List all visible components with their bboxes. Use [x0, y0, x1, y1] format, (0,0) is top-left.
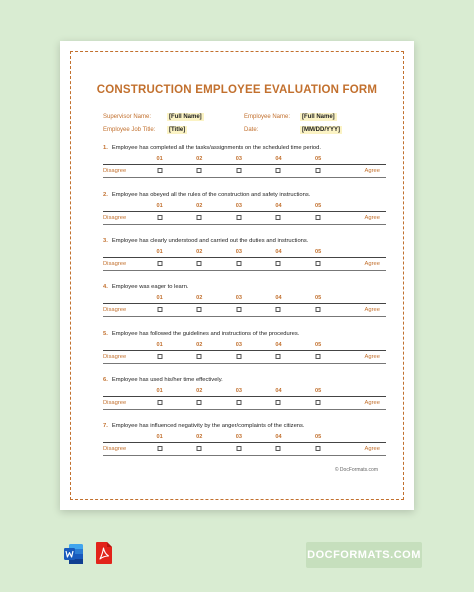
divider	[103, 316, 386, 317]
scale-label-01: 01	[156, 342, 163, 348]
scale-label-05: 05	[314, 156, 322, 162]
rating-checkbox-04[interactable]	[276, 168, 281, 173]
scale-label-04: 04	[275, 203, 282, 209]
scale-label-02: 02	[196, 388, 203, 394]
question-4	[103, 284, 386, 317]
rating-checkbox-02[interactable]	[197, 400, 202, 405]
scale-label-04: 04	[275, 295, 282, 301]
rating-checkbox-03[interactable]	[236, 354, 241, 359]
rating-checkbox-03[interactable]	[236, 400, 241, 405]
rating-checkbox-02[interactable]	[197, 215, 202, 220]
job-title-field	[103, 127, 186, 133]
rating-checkbox-01[interactable]	[157, 400, 162, 405]
supervisor-label: Supervisor Name:	[103, 114, 152, 120]
scale-label-02: 02	[196, 342, 203, 348]
question-2	[103, 192, 386, 225]
date-field	[244, 127, 340, 133]
disagree-label: Disagree	[103, 446, 127, 452]
rating-checkbox-05[interactable]	[316, 400, 321, 405]
scale-label-04: 04	[275, 342, 282, 348]
disagree-label: Disagree	[103, 400, 127, 406]
job-title-label: Employee Job Title:	[103, 127, 156, 133]
agree-label: Agree	[364, 168, 380, 174]
divider	[103, 455, 386, 456]
scale-label-02: 02	[196, 203, 203, 209]
question-text: 6. Employee has used his/her time effectively.	[103, 377, 223, 383]
question-text: 3. Employee has clearly understood and carried out the duties and instructions.	[103, 238, 309, 244]
scale-label-01: 01	[156, 203, 163, 209]
agree-label: Agree	[364, 354, 380, 360]
rating-row	[103, 304, 386, 315]
scale-label-05: 05	[314, 434, 322, 440]
scale-label-02: 02	[196, 434, 203, 440]
scale-label-05: 05	[314, 388, 322, 394]
rating-checkbox-03[interactable]	[236, 446, 241, 451]
rating-checkbox-03[interactable]	[236, 168, 241, 173]
question-text: 7. Employee has influenced negativity by the anger/complaints of the citizens.	[103, 423, 305, 429]
supervisor-field	[103, 114, 202, 120]
disagree-label: Disagree	[103, 354, 127, 360]
employee-name-label: Employee Name:	[244, 114, 291, 120]
disagree-label: Disagree	[103, 215, 127, 221]
scale-labels	[103, 341, 386, 350]
scale-labels	[103, 155, 386, 164]
rating-checkbox-04[interactable]	[276, 446, 281, 451]
scale-label-02: 02	[196, 295, 203, 301]
rating-checkbox-05[interactable]	[316, 168, 321, 173]
rating-row	[103, 258, 386, 269]
rating-checkbox-04[interactable]	[276, 307, 281, 312]
rating-checkbox-05[interactable]	[316, 307, 321, 312]
rating-checkbox-03[interactable]	[236, 307, 241, 312]
rating-checkbox-02[interactable]	[197, 307, 202, 312]
scale-label-05: 05	[314, 203, 322, 209]
scale-label-03: 03	[235, 295, 242, 301]
scale-label-03: 03	[235, 156, 242, 162]
question-7	[103, 423, 386, 456]
scale-labels	[103, 294, 386, 303]
rating-checkbox-03[interactable]	[236, 261, 241, 266]
agree-label: Agree	[364, 400, 380, 406]
scale-label-03: 03	[235, 342, 242, 348]
rating-checkbox-02[interactable]	[197, 354, 202, 359]
rating-checkbox-01[interactable]	[157, 354, 162, 359]
scale-label-04: 04	[275, 434, 282, 440]
divider	[103, 224, 386, 225]
job-title-value[interactable]: [Title]	[169, 127, 186, 133]
employee-name-field	[244, 114, 335, 120]
scale-label-05: 05	[314, 295, 322, 301]
rating-row	[103, 165, 386, 176]
divider	[103, 409, 386, 410]
rating-checkbox-02[interactable]	[197, 261, 202, 266]
rating-checkbox-05[interactable]	[316, 446, 321, 451]
question-5	[103, 331, 386, 364]
rating-checkbox-02[interactable]	[197, 446, 202, 451]
rating-row	[103, 212, 386, 223]
question-text: 2. Employee has obeyed all the rules of the construction and safety instructions.	[103, 192, 311, 198]
question-text: 4. Employee was eager to learn.	[103, 284, 189, 290]
agree-label: Agree	[364, 215, 380, 221]
scale-label-03: 03	[235, 388, 242, 394]
rating-checkbox-05[interactable]	[316, 354, 321, 359]
disagree-label: Disagree	[103, 261, 127, 267]
form-title: CONSTRUCTION EMPLOYEE EVALUATION FORM	[96, 84, 378, 96]
question-1	[103, 145, 386, 178]
rating-checkbox-01[interactable]	[157, 261, 162, 266]
rating-checkbox-04[interactable]	[276, 400, 281, 405]
scale-label-01: 01	[156, 434, 163, 440]
pdf-icon[interactable]	[93, 541, 115, 565]
agree-label: Agree	[364, 446, 380, 452]
scale-label-02: 02	[196, 156, 203, 162]
rating-checkbox-01[interactable]	[157, 215, 162, 220]
divider	[103, 177, 386, 178]
scale-label-01: 01	[156, 156, 163, 162]
scale-label-01: 01	[156, 388, 163, 394]
question-3	[103, 238, 386, 271]
rating-checkbox-05[interactable]	[316, 215, 321, 220]
scale-labels	[103, 387, 386, 396]
scale-label-01: 01	[156, 249, 163, 255]
divider	[103, 363, 386, 364]
rating-checkbox-01[interactable]	[157, 446, 162, 451]
question-text: 5. Employee has followed the guidelines and instructions of the procedures.	[103, 331, 300, 337]
scale-label-03: 03	[235, 203, 242, 209]
scale-label-02: 02	[196, 249, 203, 255]
rating-checkbox-01[interactable]	[157, 168, 162, 173]
scale-label-05: 05	[314, 342, 322, 348]
rating-checkbox-05[interactable]	[316, 261, 321, 266]
rating-checkbox-02[interactable]	[197, 168, 202, 173]
scale-labels	[103, 202, 386, 211]
scale-label-01: 01	[156, 295, 163, 301]
disagree-label: Disagree	[103, 307, 127, 313]
scale-label-05: 05	[314, 249, 322, 255]
divider	[103, 270, 386, 271]
rating-row	[103, 443, 386, 454]
agree-label: Agree	[364, 307, 380, 313]
employee-name-value[interactable]: [Full Name]	[302, 114, 335, 120]
question-6	[103, 377, 386, 410]
date-value[interactable]: [MM/DD/YYY]	[302, 127, 340, 133]
scale-label-04: 04	[275, 249, 282, 255]
scale-label-03: 03	[235, 249, 242, 255]
scale-label-03: 03	[235, 434, 242, 440]
date-label: Date:	[244, 127, 259, 133]
scale-label-04: 04	[275, 156, 282, 162]
scale-labels	[103, 433, 386, 442]
rating-checkbox-01[interactable]	[157, 307, 162, 312]
rating-checkbox-04[interactable]	[276, 354, 281, 359]
scale-label-04: 04	[275, 388, 282, 394]
rating-checkbox-04[interactable]	[276, 215, 281, 220]
rating-checkbox-04[interactable]	[276, 261, 281, 266]
disagree-label: Disagree	[103, 168, 127, 174]
scale-labels	[103, 248, 386, 257]
rating-checkbox-03[interactable]	[236, 215, 241, 220]
copyright-credit: © DocFormats.com	[334, 467, 378, 473]
rating-row	[103, 351, 386, 362]
brand-banner[interactable]: DOCFORMATS.COM	[306, 542, 422, 568]
agree-label: Agree	[364, 261, 380, 267]
question-text: 1. Employee has completed all the tasks/assignments on the scheduled time period.	[103, 145, 321, 151]
form-document	[60, 41, 414, 510]
supervisor-value[interactable]: [Full Name]	[169, 114, 202, 120]
word-icon[interactable]	[64, 543, 84, 565]
rating-row	[103, 397, 386, 408]
